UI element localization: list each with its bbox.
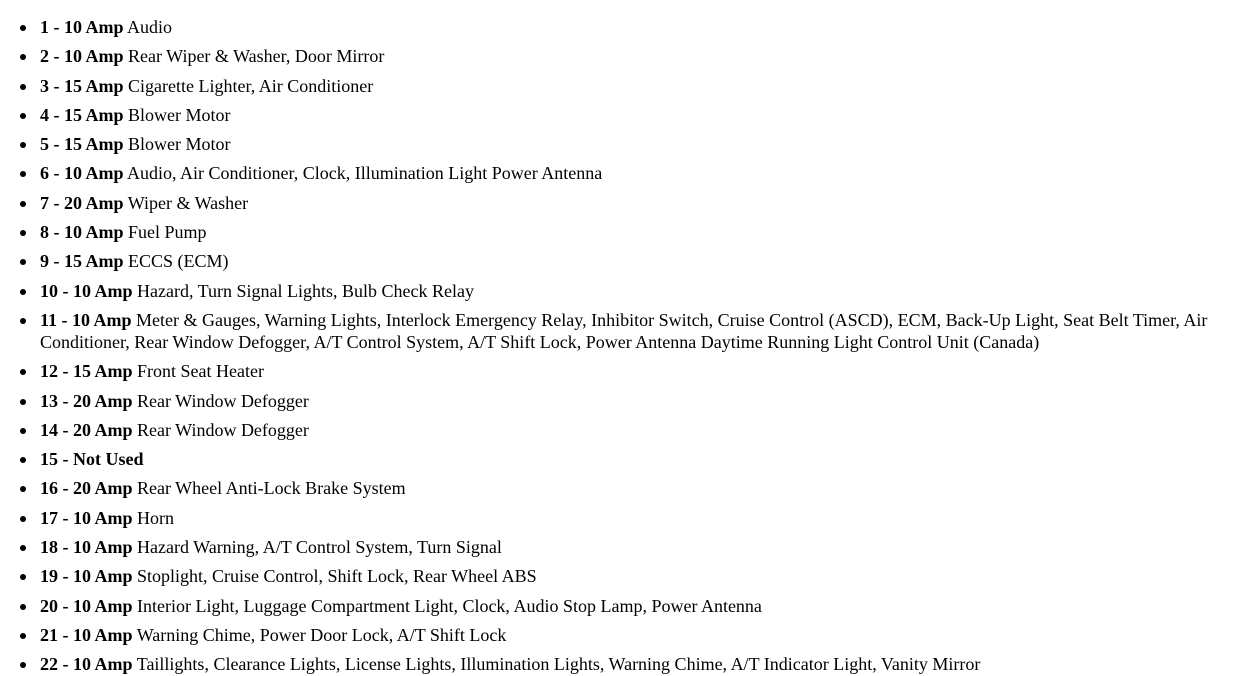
bullet-icon [20, 289, 26, 295]
bullet-icon [20, 457, 26, 463]
fuse-item-12: 12 - 15 Amp Front Seat Heater [0, 360, 1240, 382]
fuse-rating: 15 Amp [64, 75, 124, 96]
fuse-item-20: 20 - 10 Amp Interior Light, Luggage Compartment Light, Clock, Audio Stop Lamp, Power Antenna [0, 595, 1240, 617]
fuse-number: 17 [40, 507, 58, 528]
bullet-icon [20, 662, 26, 668]
fuse-item-21: 21 - 10 Amp Warning Chime, Power Door Lock, A/T Shift Lock [0, 624, 1240, 646]
fuse-number: 1 [40, 17, 49, 37]
fuse-number: 5 [40, 134, 49, 155]
fuse-rating: 10 Amp [73, 507, 133, 528]
bullet-icon [20, 486, 26, 492]
fuse-item-4: 4 - 15 Amp Blower Motor [0, 104, 1240, 126]
fuse-circuits: Warning Chime, Power Door Lock, A/T Shift Lock [136, 624, 507, 645]
fuse-number: 22 [40, 654, 58, 675]
bullet-icon [20, 201, 26, 207]
bullet-icon [20, 230, 26, 236]
bullet-icon [20, 54, 26, 60]
fuse-item-17: 17 - 10 Amp Horn [0, 507, 1240, 529]
fuse-number: 8 [40, 222, 49, 243]
fuse-rating: 10 Amp [73, 595, 133, 616]
fuse-number: 11 [40, 309, 58, 330]
fuse-circuits: Front Seat Heater [137, 361, 264, 382]
bullet-icon [20, 25, 26, 31]
fuse-item-16: 16 - 20 Amp Rear Wheel Anti-Lock Brake System [0, 477, 1240, 499]
fuse-circuits: Rear Wheel Anti-Lock Brake System [137, 478, 406, 499]
fuse-rating: 10 Amp [64, 222, 124, 243]
fuse-item-8: 8 - 10 Amp Fuel Pump [0, 221, 1240, 243]
bullet-icon [20, 84, 26, 90]
bullet-icon [20, 318, 26, 324]
fuse-number: 9 [40, 251, 49, 272]
fuse-number: 14 [40, 419, 58, 440]
fuse-item-7: 7 - 20 Amp Wiper & Washer [0, 192, 1240, 214]
fuse-rating: Not Used [73, 449, 144, 470]
fuse-item-19: 19 - 10 Amp Stoplight, Cruise Control, Shift Lock, Rear Wheel ABS [0, 565, 1240, 587]
fuse-circuits: Blower Motor [128, 134, 231, 155]
fuse-item-11: 11 - 10 Amp Meter & Gauges, Warning Lights, Interlock Emergency Relay, Inhibitor Switch, Cruise Control (ASCD), ECM, Back-Up Light, Seat Belt Timer, Air Conditioner, Rear Window Defogger, A/T Control System, A/T Shift Lock, Power Antenna Daytime Running Light Control Unit (Canada) [0, 309, 1240, 353]
fuse-rating: 10 Amp [72, 309, 132, 330]
fuse-circuits: Stoplight, Cruise Control, Shift Lock, Rear Wheel ABS [137, 566, 537, 587]
bullet-icon [20, 171, 26, 177]
fuse-item-15: 15 - Not Used [0, 448, 1240, 470]
bullet-icon [20, 545, 26, 551]
bullet-icon [20, 113, 26, 119]
fuse-rating: 10 Amp [73, 566, 133, 587]
fuse-rating: 20 Amp [73, 478, 133, 499]
fuse-number: 3 [40, 75, 49, 96]
fuse-circuits: Hazard Warning, A/T Control System, Turn Signal [137, 537, 502, 558]
fuse-item-10: 10 - 10 Amp Hazard, Turn Signal Lights, Bulb Check Relay [0, 280, 1240, 302]
fuse-rating: 10 Amp [64, 163, 124, 184]
fuse-circuits: Meter & Gauges, Warning Lights, Interlock Emergency Relay, Inhibitor Switch, Cruise Control (ASCD), ECM, Back-Up Light, Seat Belt Timer, Air Conditioner, Rear Window Defogger, A/T Control System, A/T Shift Lock, Power Antenna Daytime Running Light Control Unit (Canada) [40, 309, 1208, 352]
fuse-circuits: Horn [137, 507, 175, 528]
fuse-item-14: 14 - 20 Amp Rear Window Defogger [0, 419, 1240, 441]
fuse-rating: 10 Amp [73, 624, 133, 645]
fuse-rating: 20 Amp [73, 390, 133, 411]
fuse-number: 4 [40, 104, 49, 125]
bullet-icon [20, 516, 26, 522]
fuse-number: 13 [40, 390, 58, 411]
bullet-icon [20, 428, 26, 434]
fuse-circuits: Rear Window Defogger [137, 419, 309, 440]
fuse-circuits: Audio, Air Conditioner, Clock, Illumination Light Power Antenna [127, 163, 603, 184]
bullet-icon [20, 574, 26, 580]
fuse-rating: 10 Amp [64, 46, 124, 67]
fuse-circuits: Interior Light, Luggage Compartment Light, Clock, Audio Stop Lamp, Power Antenna [137, 595, 762, 616]
fuse-rating: 10 Amp [73, 537, 133, 558]
fuse-circuits: Blower Motor [128, 104, 231, 125]
fuse-number: 2 [40, 46, 49, 67]
fuse-circuits: Audio [127, 17, 173, 37]
fuse-number: 6 [40, 163, 49, 184]
fuse-rating: 15 Amp [64, 104, 124, 125]
fuse-circuits: ECCS (ECM) [128, 251, 229, 272]
fuse-number: 18 [40, 537, 58, 558]
fuse-circuits: Rear Window Defogger [137, 390, 309, 411]
fuse-number: 10 [40, 280, 58, 301]
fuse-circuits: Cigarette Lighter, Air Conditioner [128, 75, 374, 96]
fuse-item-5: 5 - 15 Amp Blower Motor [0, 133, 1240, 155]
fuse-number: 7 [40, 192, 49, 213]
fuse-item-22: 22 - 10 Amp Taillights, Clearance Lights, License Lights, Illumination Lights, Warning Chime, A/T Indicator Light, Vanity Mirror [0, 653, 1240, 675]
fuse-number: 19 [40, 566, 58, 587]
fuse-item-2: 2 - 10 Amp Rear Wiper & Washer, Door Mirror [0, 45, 1240, 67]
fuse-item-13: 13 - 20 Amp Rear Window Defogger [0, 390, 1240, 412]
bullet-icon [20, 399, 26, 405]
bullet-icon [20, 259, 26, 265]
fuse-rating: 10 Amp [64, 17, 124, 37]
fuse-number: 20 [40, 595, 58, 616]
fuse-rating: 10 Amp [73, 654, 133, 675]
fuse-number: 21 [40, 624, 58, 645]
fuse-circuits: Taillights, Clearance Lights, License Lights, Illumination Lights, Warning Chime, A/T Indicator Light, Vanity Mirror [136, 654, 981, 675]
fuse-rating: 15 Amp [73, 361, 133, 382]
fuse-number: 15 [40, 449, 58, 470]
fuse-circuits: Fuel Pump [128, 222, 207, 243]
bullet-icon [20, 369, 26, 375]
fuse-circuits: Rear Wiper & Washer, Door Mirror [128, 46, 385, 67]
fuse-item-1: 1 - 10 Amp Audio [0, 16, 1240, 38]
bullet-icon [20, 142, 26, 148]
fuse-number: 12 [40, 361, 58, 382]
fuse-item-6: 6 - 10 Amp Audio, Air Conditioner, Clock, Illumination Light Power Antenna [0, 162, 1240, 184]
fuse-rating: 15 Amp [64, 134, 124, 155]
fuse-item-18: 18 - 10 Amp Hazard Warning, A/T Control System, Turn Signal [0, 536, 1240, 558]
fuse-item-9: 9 - 15 Amp ECCS (ECM) [0, 250, 1240, 272]
fuse-circuits: Hazard, Turn Signal Lights, Bulb Check Relay [137, 280, 474, 301]
fuse-circuits: Wiper & Washer [127, 192, 249, 213]
bullet-icon [20, 604, 26, 610]
bullet-icon [20, 633, 26, 639]
fuse-rating: 20 Amp [64, 192, 124, 213]
fuse-number: 16 [40, 478, 58, 499]
fuse-rating: 15 Amp [64, 251, 124, 272]
fuse-item-3: 3 - 15 Amp Cigarette Lighter, Air Conditioner [0, 75, 1240, 97]
fuse-rating: 20 Amp [73, 419, 133, 440]
fuse-rating: 10 Amp [73, 280, 133, 301]
